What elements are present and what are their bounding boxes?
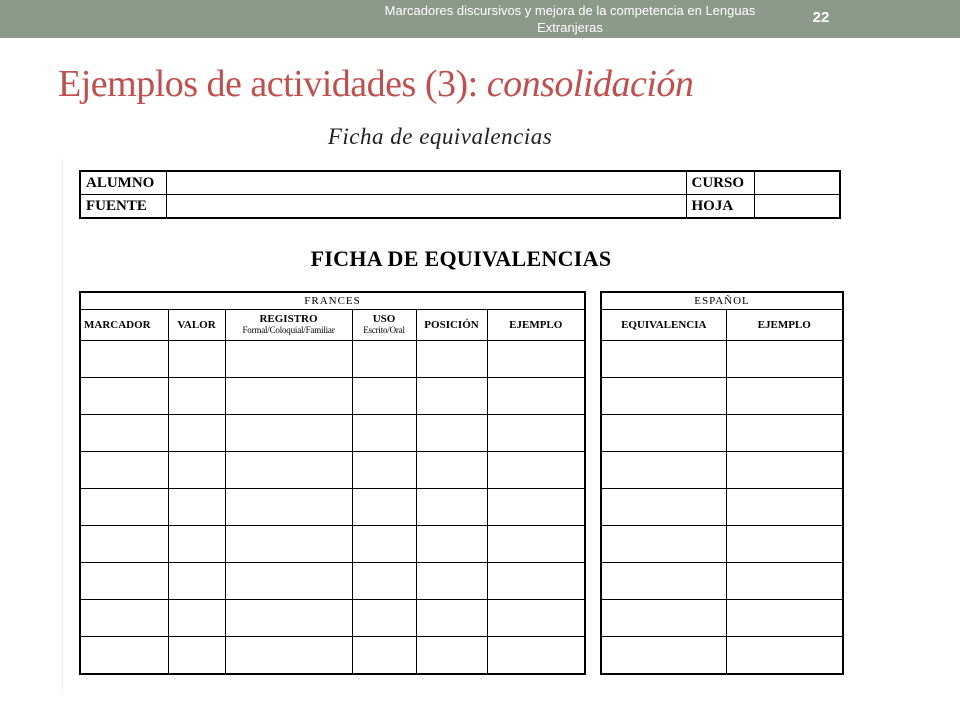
french-table-cell[interactable] xyxy=(352,600,416,637)
slide-subtitle: Ficha de equivalencias xyxy=(327,124,553,149)
alumno-label: ALUMNO xyxy=(80,171,166,195)
french-table-cell[interactable] xyxy=(416,563,487,600)
french-table-cell[interactable] xyxy=(487,637,585,675)
french-table-cell[interactable] xyxy=(487,452,585,489)
french-table-cell[interactable] xyxy=(487,341,585,378)
spanish-table-cell[interactable] xyxy=(601,452,726,489)
french-table-cell[interactable] xyxy=(352,637,416,675)
french-table-cell[interactable] xyxy=(168,526,225,563)
spanish-table-cell[interactable] xyxy=(601,526,726,563)
french-table-cell[interactable] xyxy=(416,415,487,452)
french-table-row xyxy=(80,489,585,526)
col-registro-sub: Formal/Coloquial/Familiar xyxy=(242,325,335,335)
french-table-cell[interactable] xyxy=(487,600,585,637)
spanish-table-row xyxy=(601,452,843,489)
spanish-group-header: ESPAÑOL xyxy=(601,292,843,310)
french-table-cell[interactable] xyxy=(168,341,225,378)
french-table-cell[interactable] xyxy=(352,452,416,489)
french-table-cell[interactable] xyxy=(168,415,225,452)
french-table-cell[interactable] xyxy=(80,563,168,600)
french-table-cell[interactable] xyxy=(80,341,168,378)
french-table-cell[interactable] xyxy=(416,378,487,415)
french-table-row xyxy=(80,563,585,600)
french-table-row xyxy=(80,600,585,637)
french-table-cell[interactable] xyxy=(80,378,168,415)
curso-field[interactable] xyxy=(754,171,840,195)
spanish-table-row xyxy=(601,415,843,452)
french-table-cell[interactable] xyxy=(80,526,168,563)
spanish-table-cell[interactable] xyxy=(726,452,843,489)
french-table-row xyxy=(80,452,585,489)
french-table-cell[interactable] xyxy=(225,526,352,563)
spanish-table-cell[interactable] xyxy=(601,563,726,600)
fuente-label: FUENTE xyxy=(80,195,166,219)
col-posicion: POSICIÓN xyxy=(416,310,487,341)
spanish-table-cell[interactable] xyxy=(726,415,843,452)
french-table-cell[interactable] xyxy=(416,489,487,526)
slide-title-main: Ejemplos de actividades (3): xyxy=(58,63,487,105)
french-table-cell[interactable] xyxy=(487,415,585,452)
french-table-cell[interactable] xyxy=(168,637,225,675)
col-uso-label: USO xyxy=(372,313,396,325)
hoja-label: HOJA xyxy=(686,195,754,219)
fuente-field[interactable] xyxy=(166,195,686,219)
col-registro-label: REGISTRO xyxy=(259,313,318,325)
french-table-row xyxy=(80,341,585,378)
slide-title xyxy=(58,62,693,106)
spanish-table-row xyxy=(601,563,843,600)
spanish-table-cell[interactable] xyxy=(601,600,726,637)
french-table-row xyxy=(80,378,585,415)
spanish-table-row xyxy=(601,637,843,675)
french-table-cell[interactable] xyxy=(352,489,416,526)
french-table-cell[interactable] xyxy=(487,563,585,600)
student-info-table xyxy=(79,170,841,219)
hoja-field[interactable] xyxy=(754,195,840,219)
french-table-cell[interactable] xyxy=(416,452,487,489)
french-table-cell[interactable] xyxy=(80,489,168,526)
french-table-cell[interactable] xyxy=(352,378,416,415)
french-table-cell[interactable] xyxy=(168,489,225,526)
french-table-cell[interactable] xyxy=(225,600,352,637)
french-table-cell[interactable] xyxy=(416,526,487,563)
spanish-table-cell[interactable] xyxy=(726,378,843,415)
french-table-cell[interactable] xyxy=(487,526,585,563)
french-table-cell[interactable] xyxy=(352,415,416,452)
col-uso xyxy=(352,310,416,341)
spanish-table-cell[interactable] xyxy=(726,637,843,675)
spanish-table xyxy=(600,291,844,675)
french-table-cell[interactable] xyxy=(168,452,225,489)
worksheet-image xyxy=(62,158,859,692)
french-table-cell[interactable] xyxy=(168,378,225,415)
french-table-cell[interactable] xyxy=(225,637,352,675)
french-table-cell[interactable] xyxy=(225,563,352,600)
spanish-table-cell[interactable] xyxy=(601,415,726,452)
col-ejemplo-fr: EJEMPLO xyxy=(487,310,585,341)
french-table-cell[interactable] xyxy=(80,452,168,489)
spanish-table-row xyxy=(601,600,843,637)
page-number: 22 xyxy=(812,9,830,26)
slide-title-italic: consolidación xyxy=(486,63,694,105)
spanish-table-cell[interactable] xyxy=(601,378,726,415)
spanish-table-cell[interactable] xyxy=(726,489,843,526)
col-marcador: MARCADOR xyxy=(80,310,168,341)
french-table-row xyxy=(80,637,585,675)
spanish-table-cell[interactable] xyxy=(726,600,843,637)
worksheet-title: FICHA DE EQUIVALENCIAS xyxy=(310,246,612,271)
spanish-table-row xyxy=(601,489,843,526)
curso-label: CURSO xyxy=(686,171,754,195)
french-table-cell[interactable] xyxy=(168,600,225,637)
french-table-cell[interactable] xyxy=(225,489,352,526)
french-table-row xyxy=(80,526,585,563)
french-table-cell[interactable] xyxy=(487,378,585,415)
french-table-cell[interactable] xyxy=(352,341,416,378)
col-uso-sub: Escrito/Oral xyxy=(363,325,405,335)
french-table-cell[interactable] xyxy=(80,415,168,452)
french-table xyxy=(79,291,586,675)
spanish-table-body xyxy=(601,341,843,675)
french-table-body xyxy=(80,341,585,675)
french-table-cell[interactable] xyxy=(416,600,487,637)
french-group-header: FRANCES xyxy=(80,292,585,310)
header-bar xyxy=(0,0,960,38)
french-table-cell[interactable] xyxy=(225,415,352,452)
french-table-cell[interactable] xyxy=(416,637,487,675)
spanish-table-cell[interactable] xyxy=(726,526,843,563)
spanish-table-row xyxy=(601,378,843,415)
french-table-cell[interactable] xyxy=(225,378,352,415)
french-table-cell[interactable] xyxy=(225,452,352,489)
french-table-cell[interactable] xyxy=(352,526,416,563)
col-valor: VALOR xyxy=(168,310,225,341)
french-table-cell[interactable] xyxy=(487,489,585,526)
french-table-cell[interactable] xyxy=(80,600,168,637)
spanish-table-cell[interactable] xyxy=(601,489,726,526)
french-table-cell[interactable] xyxy=(225,341,352,378)
french-table-cell[interactable] xyxy=(352,563,416,600)
col-ejemplo-es: EJEMPLO xyxy=(726,310,843,341)
french-table-cell[interactable] xyxy=(168,563,225,600)
french-table-cell[interactable] xyxy=(80,637,168,675)
spanish-table-row xyxy=(601,526,843,563)
running-title: Marcadores discursivos y mejora de la competencia en Lenguas Extranjeras xyxy=(384,3,756,35)
spanish-table-row xyxy=(601,341,843,378)
alumno-field[interactable] xyxy=(166,171,686,195)
col-registro xyxy=(225,310,352,341)
spanish-table-cell[interactable] xyxy=(601,637,726,675)
spanish-table-cell[interactable] xyxy=(726,563,843,600)
spanish-table-cell[interactable] xyxy=(726,341,843,378)
french-table-cell[interactable] xyxy=(416,341,487,378)
spanish-table-cell[interactable] xyxy=(601,341,726,378)
col-equivalencia: EQUIVALENCIA xyxy=(601,310,726,341)
french-table-row xyxy=(80,415,585,452)
